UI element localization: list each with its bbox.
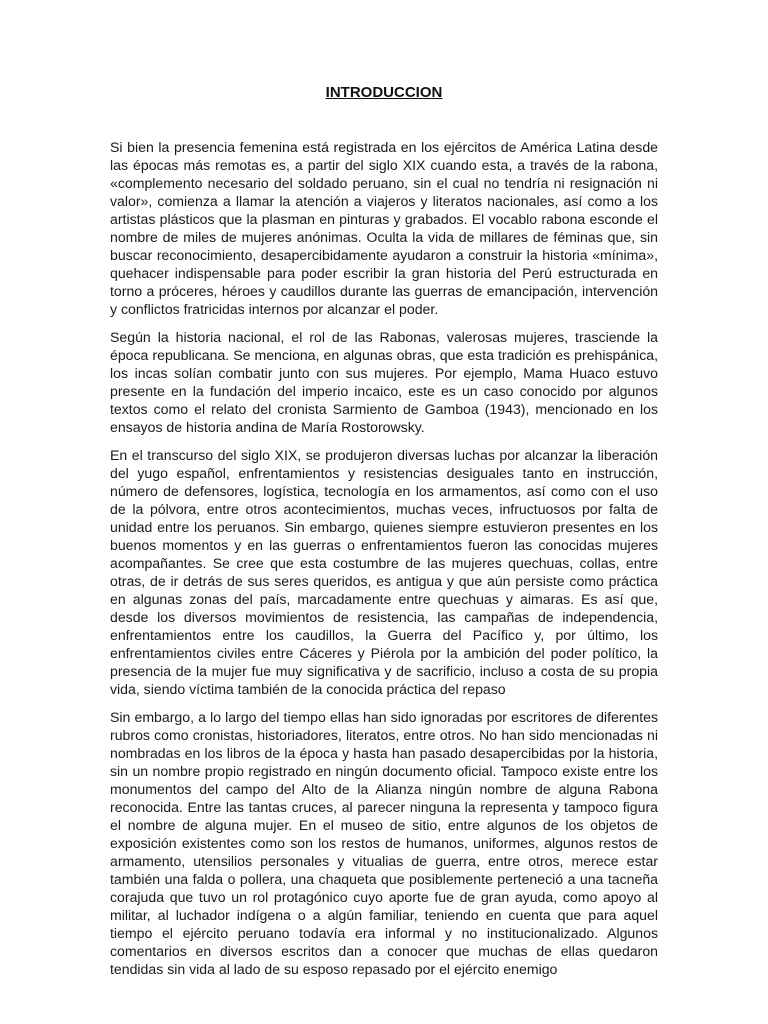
paragraph: En el transcurso del siglo XIX, se produjeron diversas luchas por alcanzar la liberación del yugo español, enfrentamientos y resistencias desiguales tanto en instrucción, número de defensores, logística, tecnología en los armamentos, así como con el uso de la pólvora, entre otros acontecimientos, muchas veces, infructuosos por falta de unidad entre los peruanos. Sin embargo, quienes siempre estuvieron presentes en los buenos momentos y en las guerras o enfrentamientos fueron las conocidas mujeres acompañantes. Se cree que esta costumbre de las mujeres quechuas, collas, entre otras, de ir detrás de sus seres queridos, es antigua y que aún persiste como práctica en algunas zonas del país, marcadamente entre quechuas y aimaras. Es así que, desde los diversos movimientos de resistencia, las campañas de independencia, enfrentamientos entre los caudillos, la Guerra del Pacífico y, por último, los enfrentamientos civiles entre Cáceres y Piérola por la ambición del poder político, la presencia de la mujer fue muy significativa y de sacrificio, incluso a costa de su propia vida, siendo víctima también de la conocida práctica del repaso [110,447,658,697]
paragraph: Sin embargo, a lo largo del tiempo ellas han sido ignoradas por escritores de diferentes rubros como cronistas, historiadores, literatos, entre otros. No han sido mencionadas ni nombradas en los libros de la época y hasta han pasado desapercibidas por la historia, sin un nombre propio registrado en ningún documento oficial. Tampoco existe entre los monumentos del campo del Alto de la Alianza ningún nombre de alguna Rabona reconocida. Entre las tantas cruces, al parecer ninguna la representa y tampoco figura el nombre de alguna mujer. En el museo de sitio, entre algunos de los objetos de exposición existentes como son los restos de humanos, uniformes, algunos restos de armamento, utensilios personales y vitualias de guerra, entre otros, merece estar también una falda o pollera, una chaqueta que posiblemente perteneció a una tacneña corajuda que tuvo un rol protagónico cuyo aporte fue de gran ayuda, como apoyo al militar, al luchador indígena o a algún familiar, teniendo en cuenta que para aquel tiempo el ejército peruano todavía era informal y no institucionalizado. Algunos comentarios en diversos escritos dan a conocer que muchas de ellas quedaron tendidas sin vida al lado de su esposo repasado por el ejército enemigo [110,709,658,977]
paragraph: Si bien la presencia femenina está registrada en los ejércitos de América Latina desde las épocas más remotas es, a partir del siglo XIX cuando esta, a través de la rabona, «complemento necesario del soldado peruano, sin el cual no tendría ni resignación ni valor», comienza a llamar la atención a viajeros y literatos nacionales, así como a los artistas plásticos que la plasman en pinturas y grabados. El vocablo rabona esconde el nombre de miles de mujeres anónimas. Oculta la vida de millares de féminas que, sin buscar reconocimiento, desapercibidamente ayudaron a construir la historia «mínima», quehacer indispensable para poder escribir la gran historia del Perú estructurada en torno a próceres, héroes y caudillos durante las guerras de emancipación, intervención y conflictos fratricidas internos por alcanzar el poder. [110,139,658,317]
document-body [110,138,658,988]
document-title: INTRODUCCION [325,84,443,101]
paragraph: Según la historia nacional, el rol de las Rabonas, valerosas mujeres, trasciende la época republicana. Se menciona, en algunas obras, que esta tradición es prehispánica, los incas solían combatir junto con sus mujeres. Por ejemplo, Mama Huaco estuvo presente en la fundación del imperio incaico, este es un caso conocido por algunos textos como el relato del cronista Sarmiento de Gamboa (1943), mencionado en los ensayos de historia andina de María Rostorowsky. [110,329,658,435]
